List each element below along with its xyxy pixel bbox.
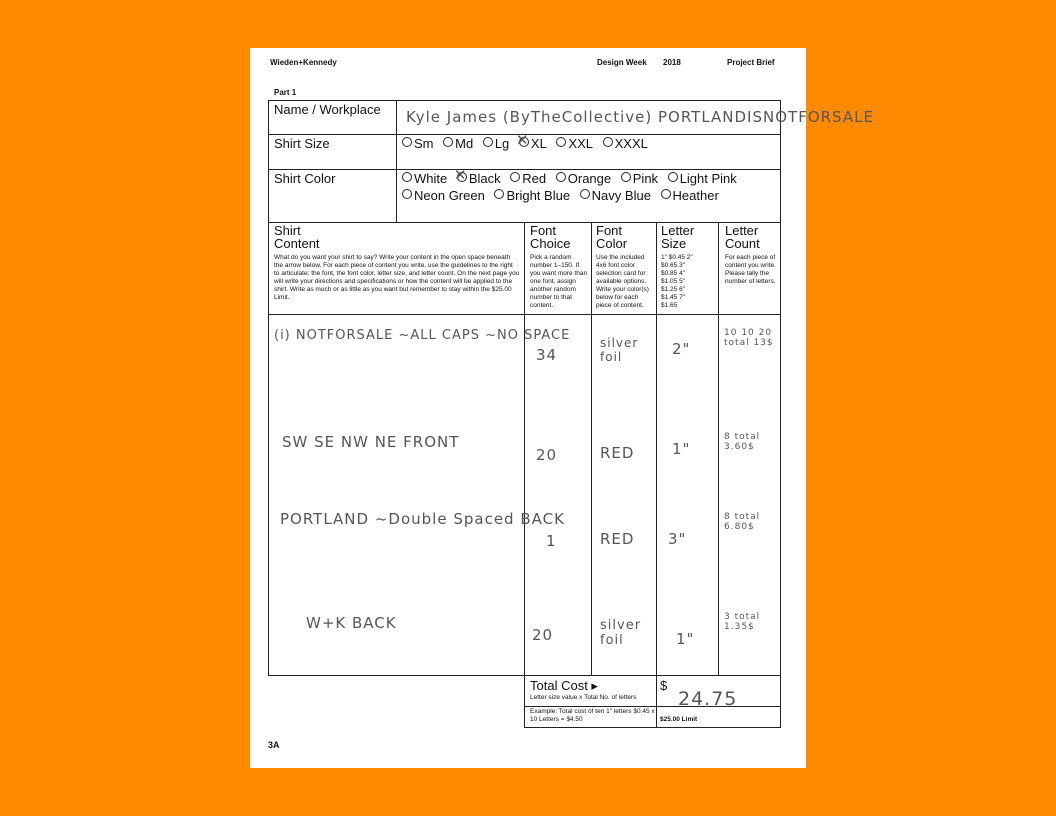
entry-content: (i) NOTFORSALE ~ALL CAPS ~NO SPACE: [274, 328, 571, 343]
letter-size-header: Letter Size: [661, 223, 695, 251]
font-color-header: Font Color: [596, 223, 628, 251]
size-option: Md: [443, 136, 473, 151]
letter-size-help: 1" $0.45 2" $0.65 3" $0.85 4" $1.05 5" $1.25 6" $1.45 7" $1.65: [661, 254, 693, 309]
total-cost-label: Total Cost ▸: [530, 678, 598, 693]
dollar-sign: $: [660, 678, 668, 693]
total-cost-example: Example: Total cost of ten 1" letters $0.45 x 10 Letters = $4.50: [530, 708, 655, 723]
entry-content: W+K BACK: [306, 614, 397, 632]
color-option: Bright Blue: [494, 188, 570, 203]
entry-font: 20: [536, 446, 558, 464]
color-option-selected: Black ✕: [457, 171, 501, 186]
total-cost-sub: Letter size value x Total No. of letters: [530, 694, 637, 701]
entry-count: 8 total 3.60$: [724, 432, 761, 452]
color-option: Pink: [621, 171, 658, 186]
entry-count: 3 total 1.35$: [724, 612, 761, 632]
entry-color: RED: [600, 444, 635, 462]
color-option: Light Pink: [668, 171, 737, 186]
color-label: Shirt Color: [274, 171, 336, 186]
event-name: Design Week: [597, 58, 647, 67]
entry-count: 10 10 20 total 13$: [724, 328, 774, 348]
letter-count-header: Letter Count: [725, 223, 760, 251]
size-option-selected: XL ✕: [519, 136, 547, 151]
name-label: Name / Workplace: [274, 102, 381, 117]
entry-size: 1": [676, 630, 695, 648]
font-help: Pick a random number 1–150. If you want more than one font, assign another random number to that content.: [530, 254, 588, 309]
size-label: Shirt Size: [274, 136, 330, 151]
entry-content: PORTLAND ~Double Spaced BACK: [280, 510, 565, 528]
font-header: Font Choice: [530, 223, 571, 251]
entry-color: silver foil: [600, 618, 642, 648]
entry-size: 3": [668, 530, 687, 548]
company-name: Wieden+Kennedy: [270, 58, 337, 67]
color-option: White: [402, 171, 447, 186]
size-options[interactable]: [402, 136, 654, 151]
size-option: XXXL: [603, 136, 648, 151]
entry-content: SW SE NW NE FRONT: [282, 433, 460, 451]
color-option: Red: [510, 171, 546, 186]
content-header: Shirt Content: [274, 223, 320, 251]
entry-count: 8 total 6.80$: [724, 512, 761, 532]
color-option: Neon Green: [402, 188, 485, 203]
entry-font: 34: [536, 346, 558, 364]
entry-color: silver foil: [600, 336, 639, 364]
entry-size: 1": [672, 440, 691, 458]
entry-font: 1: [546, 532, 557, 550]
doc-title: Project Brief: [727, 58, 775, 67]
event-year: 2018: [663, 58, 681, 67]
entry-font: 20: [532, 626, 554, 644]
name-value: Kyle James (ByTheCollective) PORTLANDISNOTFORSALE: [406, 108, 874, 126]
color-options-1[interactable]: [402, 171, 743, 186]
entry-color: RED: [600, 530, 635, 548]
content-help: What do you want your shirt to say? Write your content in the open space beneath the arrow below. For each piece of content you write, use the guidelines to the right to articulate: the font, the font color, letter size, and letter count. On the next page you will write your directions and specifications or how the content will be applied to the shirt. Write as much or as little as you want but remember to stay within the $25.00 Limit.: [274, 254, 520, 301]
size-option: Lg: [483, 136, 509, 151]
color-options-2[interactable]: [402, 188, 725, 203]
size-option: Sm: [402, 136, 434, 151]
page-number: 3A: [268, 740, 280, 750]
cost-limit: $25.00 Limit: [660, 716, 698, 723]
color-option: Orange: [556, 171, 611, 186]
project-brief-sheet: [250, 48, 874, 768]
color-option: Heather: [661, 188, 719, 203]
part-label: Part 1: [274, 88, 297, 97]
font-color-help: Use the included 4x6 font color selection card for available options. Write your color(s) below for each piece of content.: [596, 254, 649, 309]
total-cost-value: 24.75: [678, 688, 738, 710]
entry-size: 2": [672, 340, 691, 358]
size-option: XXL: [556, 136, 593, 151]
letter-count-help: For each piece of content you write. Please tally the number of letters.: [725, 254, 776, 285]
color-option: Navy Blue: [580, 188, 651, 203]
